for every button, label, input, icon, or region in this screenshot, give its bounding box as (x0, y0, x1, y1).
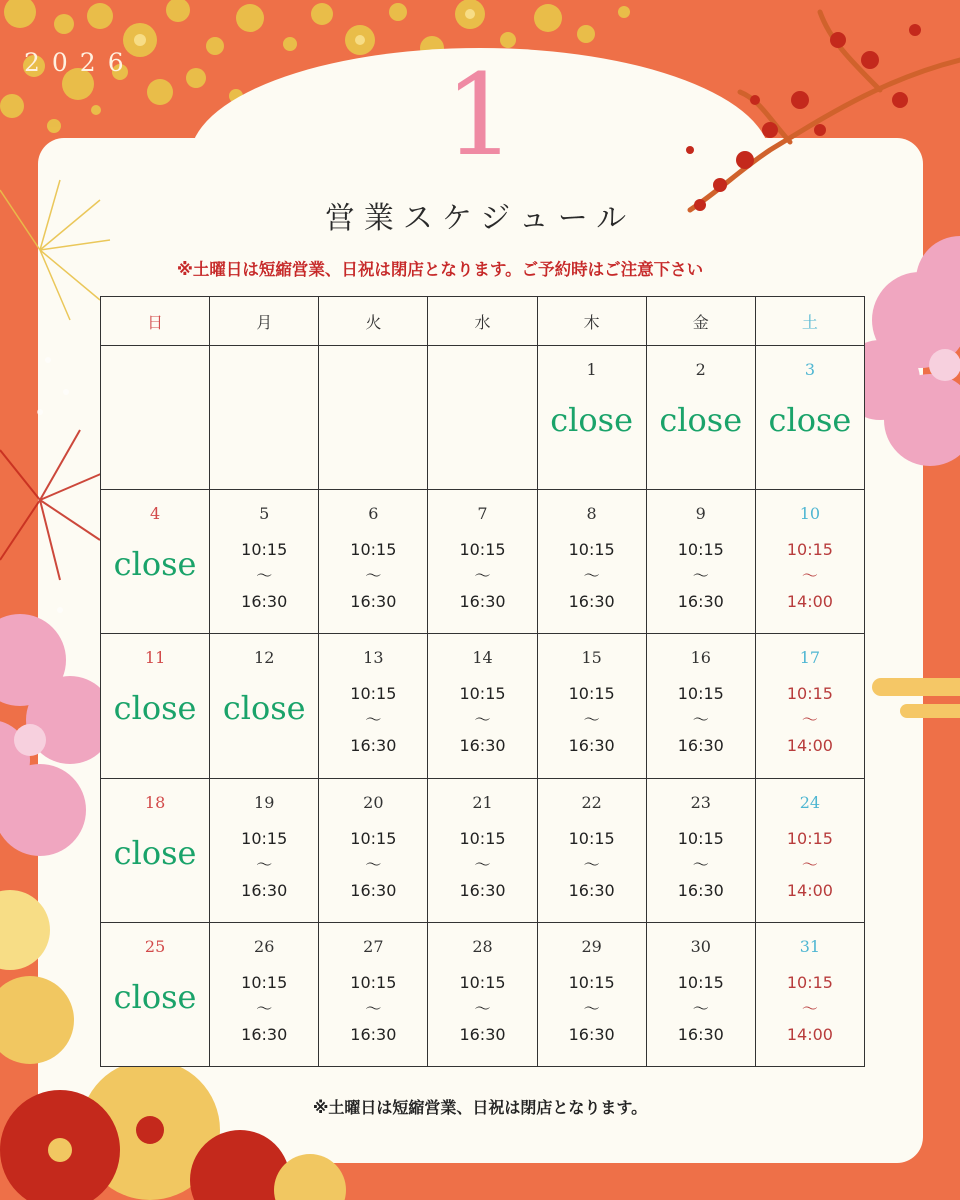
hours-sep: 〜 (256, 854, 273, 874)
day-number: 11 (144, 648, 166, 668)
day-cell (210, 922, 319, 1066)
hours-open: 10:15 (568, 684, 615, 704)
day-cell (101, 778, 210, 922)
hours-close: 16:30 (677, 880, 724, 900)
hours-close: 16:30 (241, 880, 288, 900)
day-number: 23 (690, 792, 711, 812)
notice-top: ※土曜日は短縮営業、日祝は閉店となります。ご予約時はご注意下さい (176, 260, 704, 279)
hours-close: 16:30 (677, 592, 724, 612)
closed-label: close (222, 689, 306, 728)
day-number: 24 (799, 792, 821, 812)
hours-open: 10:15 (241, 540, 288, 560)
hours-sep: 〜 (583, 710, 600, 730)
day-cell (319, 346, 428, 490)
hours-sep: 〜 (474, 854, 491, 874)
hours-open: 10:15 (241, 972, 288, 992)
day-number: 7 (477, 504, 488, 524)
hours-close: 16:30 (459, 736, 506, 756)
hours-open: 10:15 (568, 540, 615, 560)
hours-sep: 〜 (583, 854, 600, 874)
day-number: 6 (368, 504, 379, 524)
calendar-table (100, 296, 865, 1067)
hours-sep: 〜 (256, 998, 273, 1018)
hours-close: 14:00 (786, 1024, 833, 1044)
day-cell (428, 490, 537, 634)
day-cell (210, 778, 319, 922)
hours-open: 10:15 (350, 972, 397, 992)
closed-label: close (113, 833, 197, 872)
hours-close: 14:00 (786, 880, 833, 900)
hours-sep: 〜 (692, 998, 709, 1018)
day-number: 22 (581, 792, 602, 812)
week-row (101, 346, 865, 490)
week-row (101, 490, 865, 634)
hours-sep: 〜 (801, 998, 818, 1018)
hours-sep: 〜 (801, 854, 818, 874)
day-cell (319, 778, 428, 922)
hours-sep: 〜 (365, 566, 382, 586)
business-hours (756, 681, 864, 759)
business-hours (647, 826, 755, 904)
hours-open: 10:15 (568, 828, 615, 848)
day-cell (210, 490, 319, 634)
hours-close: 14:00 (786, 592, 833, 612)
day-cell (428, 778, 537, 922)
day-number: 25 (144, 936, 166, 956)
weekday-sun: 日 (101, 297, 210, 346)
day-cell (646, 490, 755, 634)
day-number: 31 (799, 936, 821, 956)
business-hours (319, 537, 427, 615)
hours-close: 16:30 (350, 880, 397, 900)
day-number: 29 (581, 936, 602, 956)
day-number: 4 (149, 504, 161, 524)
day-cell (755, 490, 864, 634)
day-number: 16 (690, 648, 711, 668)
hours-close: 16:30 (568, 736, 615, 756)
hours-close: 16:30 (459, 880, 506, 900)
hours-close: 16:30 (568, 880, 615, 900)
day-number: 12 (254, 648, 275, 668)
day-cell (755, 634, 864, 778)
weekday-thu: 木 (537, 297, 646, 346)
hours-sep: 〜 (801, 566, 818, 586)
week-row (101, 634, 865, 778)
hours-close: 16:30 (568, 592, 615, 612)
closed-label: close (113, 689, 197, 728)
hours-sep: 〜 (801, 710, 818, 730)
business-hours (319, 970, 427, 1048)
business-hours (210, 537, 318, 615)
hours-close: 16:30 (677, 736, 724, 756)
business-hours (538, 970, 646, 1048)
hours-open: 10:15 (459, 972, 506, 992)
hours-open: 10:15 (241, 828, 288, 848)
day-cell (755, 346, 864, 490)
hours-sep: 〜 (365, 998, 382, 1018)
hours-open: 10:15 (350, 684, 397, 704)
year-label: 2026 (24, 48, 136, 77)
day-cell (537, 346, 646, 490)
day-number: 10 (799, 504, 821, 524)
day-cell (537, 490, 646, 634)
day-cell (319, 922, 428, 1066)
hours-sep: 〜 (474, 998, 491, 1018)
hours-close: 16:30 (350, 592, 397, 612)
hours-sep: 〜 (583, 566, 600, 586)
business-hours (538, 681, 646, 759)
weekday-mon: 月 (210, 297, 319, 346)
day-cell (646, 346, 755, 490)
hours-close: 16:30 (241, 1024, 288, 1044)
day-cell (537, 634, 646, 778)
day-number: 26 (254, 936, 275, 956)
hours-sep: 〜 (583, 998, 600, 1018)
hours-sep: 〜 (365, 854, 382, 874)
hours-open: 10:15 (350, 828, 397, 848)
hours-open: 10:15 (677, 540, 724, 560)
hours-open: 10:15 (459, 828, 506, 848)
hours-open: 10:15 (459, 540, 506, 560)
day-number: 5 (259, 504, 270, 524)
day-cell (646, 634, 755, 778)
business-hours (210, 970, 318, 1048)
day-number: 3 (804, 360, 816, 379)
closed-label: close (550, 401, 634, 439)
business-hours (428, 826, 536, 904)
business-hours (647, 970, 755, 1048)
day-cell (537, 922, 646, 1066)
day-number: 9 (695, 504, 706, 524)
hours-open: 10:15 (459, 684, 506, 704)
weekday-wed: 水 (428, 297, 537, 346)
business-hours (647, 681, 755, 759)
hours-close: 16:30 (459, 1024, 506, 1044)
hours-open: 10:15 (677, 684, 724, 704)
hours-open: 10:15 (786, 684, 833, 704)
day-cell (428, 346, 537, 490)
notice-bottom: ※土曜日は短縮営業、日祝は閉店となります。 (312, 1098, 648, 1117)
day-number: 28 (472, 936, 493, 956)
day-cell (101, 346, 210, 490)
hours-open: 10:15 (350, 540, 397, 560)
closed-label: close (113, 545, 197, 584)
hours-close: 16:30 (350, 736, 397, 756)
closed-label: close (659, 401, 743, 439)
hours-open: 10:15 (786, 828, 833, 848)
day-number: 1 (586, 360, 597, 379)
hours-sep: 〜 (692, 710, 709, 730)
week-row (101, 922, 865, 1066)
business-hours (538, 826, 646, 904)
page-title: 営業スケジュール (324, 201, 636, 236)
day-cell (210, 634, 319, 778)
hours-open: 10:15 (786, 972, 833, 992)
hours-sep: 〜 (256, 566, 273, 586)
day-cell (101, 922, 210, 1066)
business-hours (319, 826, 427, 904)
hours-close: 16:30 (677, 1024, 724, 1044)
day-cell (755, 922, 864, 1066)
calendar-body (101, 346, 865, 1067)
business-hours (210, 826, 318, 904)
day-cell (101, 490, 210, 634)
hours-sep: 〜 (692, 854, 709, 874)
closed-label: close (768, 401, 852, 439)
hours-close: 16:30 (459, 592, 506, 612)
weekday-tue: 火 (319, 297, 428, 346)
hours-open: 10:15 (677, 972, 724, 992)
day-cell (210, 346, 319, 490)
business-hours (538, 537, 646, 615)
business-hours (647, 537, 755, 615)
week-row (101, 778, 865, 922)
day-number: 21 (472, 792, 493, 812)
weekday-header-row (101, 297, 865, 346)
hours-open: 10:15 (786, 540, 833, 560)
day-number: 2 (695, 360, 706, 379)
hours-close: 16:30 (241, 592, 288, 612)
day-cell (537, 778, 646, 922)
hours-close: 14:00 (786, 736, 833, 756)
hours-close: 16:30 (568, 1024, 615, 1044)
business-hours (756, 826, 864, 904)
weekday-sat: 土 (755, 297, 864, 346)
closed-label: close (113, 977, 197, 1016)
day-number: 17 (799, 648, 821, 668)
day-number: 8 (586, 504, 597, 524)
business-hours (428, 537, 536, 615)
month-number: 1 (444, 51, 516, 181)
day-cell (428, 634, 537, 778)
hours-sep: 〜 (474, 566, 491, 586)
day-number: 30 (690, 936, 711, 956)
day-number: 18 (144, 792, 166, 812)
day-number: 19 (254, 792, 275, 812)
day-cell (319, 634, 428, 778)
day-number: 14 (472, 648, 493, 668)
day-cell (428, 922, 537, 1066)
weekday-fri: 金 (646, 297, 755, 346)
business-hours (756, 970, 864, 1048)
hours-sep: 〜 (365, 710, 382, 730)
day-number: 20 (363, 792, 384, 812)
day-number: 15 (581, 648, 602, 668)
business-hours (428, 681, 536, 759)
business-hours (319, 681, 427, 759)
day-number: 13 (363, 648, 384, 668)
day-cell (319, 490, 428, 634)
hours-open: 10:15 (568, 972, 615, 992)
hours-close: 16:30 (350, 1024, 397, 1044)
day-cell (101, 634, 210, 778)
day-cell (646, 922, 755, 1066)
hours-open: 10:15 (677, 828, 724, 848)
business-hours (428, 970, 536, 1048)
hours-sep: 〜 (692, 566, 709, 586)
day-cell (755, 778, 864, 922)
hours-sep: 〜 (474, 710, 491, 730)
day-number: 27 (363, 936, 384, 956)
day-cell (646, 778, 755, 922)
business-hours (756, 537, 864, 615)
